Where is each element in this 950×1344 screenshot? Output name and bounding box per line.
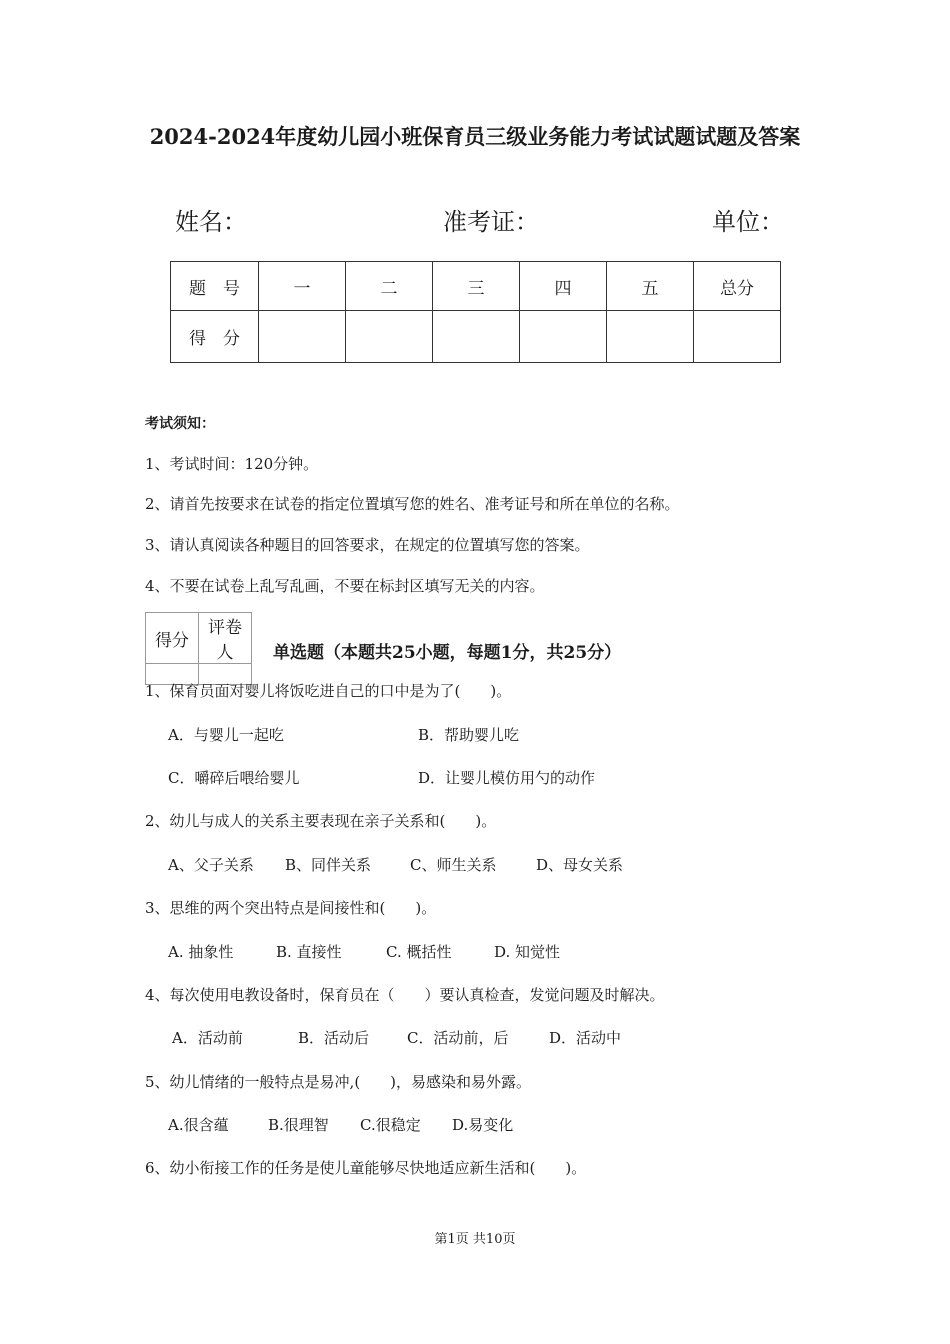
score-cell-5[interactable] — [607, 311, 694, 363]
question-text: 6、幼小衔接工作的任务是使儿童能够尽快地适应新生活和( )。 — [145, 1159, 587, 1177]
score-table-score-row — [171, 311, 781, 363]
answer-option[interactable]: D.易变化 — [452, 1116, 514, 1134]
note-item: 3、请认真阅读各种题目的回答要求，在规定的位置填写您的答案。 — [145, 536, 590, 554]
answer-option[interactable]: B. 直接性 — [276, 943, 342, 961]
candidate-fields — [0, 200, 950, 240]
answer-option[interactable]: B.很理智 — [268, 1116, 329, 1134]
exam-title: 2024-2024年度幼儿园小班保育员三级业务能力考试试题试题及答案 — [149, 124, 801, 149]
score-cell-3[interactable] — [433, 311, 520, 363]
answer-option[interactable]: B、同伴关系 — [285, 856, 372, 874]
answer-option[interactable]: C．嚼碎后喂给婴儿 — [168, 769, 300, 787]
answer-option[interactable]: C、师生关系 — [410, 856, 497, 874]
score-cell-1[interactable] — [259, 311, 346, 363]
question-text: 4、每次使用电教设备时，保育员在（ ）要认真检查，发觉问题及时解决。 — [145, 986, 665, 1004]
question-text: 3、思维的两个突出特点是间接性和( )。 — [145, 899, 437, 917]
answer-option[interactable]: D．让婴儿模仿用勺的动作 — [418, 769, 596, 787]
score-table-header-row — [171, 262, 781, 311]
answer-option[interactable]: C．活动前，后 — [407, 1029, 509, 1047]
answer-option[interactable]: B．帮助婴儿吃 — [418, 726, 520, 744]
score-header-3: 三 — [433, 262, 520, 311]
answer-option[interactable]: D. 知觉性 — [494, 943, 561, 961]
score-cell-2[interactable] — [346, 311, 433, 363]
grader-box — [145, 612, 252, 685]
answer-option[interactable]: C.很稳定 — [360, 1116, 421, 1134]
score-table — [170, 261, 781, 363]
page-footer: 第1页 共10页 — [434, 1232, 516, 1247]
section-title: 单选题（本题共25小题，每题1分，共25分） — [273, 643, 622, 663]
answer-option[interactable]: A．与婴儿一起吃 — [168, 726, 284, 744]
notes-title: 考试须知： — [145, 416, 215, 432]
answer-option[interactable]: D、母女关系 — [536, 856, 624, 874]
answer-option[interactable]: A.很含蕴 — [168, 1116, 229, 1134]
exam-id-field-label[interactable]: 准考证： — [443, 208, 539, 236]
score-header-4: 四 — [520, 262, 607, 311]
question-text: 5、幼儿情绪的一般特点是易冲,( )，易感染和易外露。 — [145, 1073, 532, 1091]
score-cell-4[interactable] — [520, 311, 607, 363]
score-header-label: 题 号 — [171, 262, 259, 311]
score-header-1: 一 — [259, 262, 346, 311]
question-text: 2、幼儿与成人的关系主要表现在亲子关系和( )。 — [145, 812, 497, 830]
score-row-label: 得 分 — [171, 311, 259, 363]
answer-option[interactable]: B．活动后 — [298, 1029, 370, 1047]
note-item: 1、考试时间：120分钟。 — [145, 455, 319, 473]
grader-reviewer-label: 评卷人 — [199, 613, 252, 664]
answer-option[interactable]: A. 抽象性 — [168, 943, 234, 961]
unit-field-label[interactable]: 单位： — [712, 208, 784, 236]
question-text: 1、保育员面对婴儿将饭吃进自己的口中是为了( )。 — [145, 682, 512, 700]
answer-option[interactable]: A．活动前 — [172, 1029, 243, 1047]
name-field-label[interactable]: 姓名： — [175, 208, 247, 236]
score-header-5: 五 — [607, 262, 694, 311]
note-item: 4、不要在试卷上乱写乱画，不要在标封区填写无关的内容。 — [145, 577, 545, 595]
answer-option[interactable]: D．活动中 — [549, 1029, 622, 1047]
note-item: 2、请首先按要求在试卷的指定位置填写您的姓名、准考证号和所在单位的名称。 — [145, 495, 680, 513]
score-cell-total[interactable] — [694, 311, 781, 363]
score-header-total: 总分 — [694, 262, 781, 311]
answer-option[interactable]: C. 概括性 — [386, 943, 452, 961]
answer-option[interactable]: A、父子关系 — [168, 856, 254, 874]
grader-score-label: 得分 — [146, 613, 199, 664]
score-header-2: 二 — [346, 262, 433, 311]
